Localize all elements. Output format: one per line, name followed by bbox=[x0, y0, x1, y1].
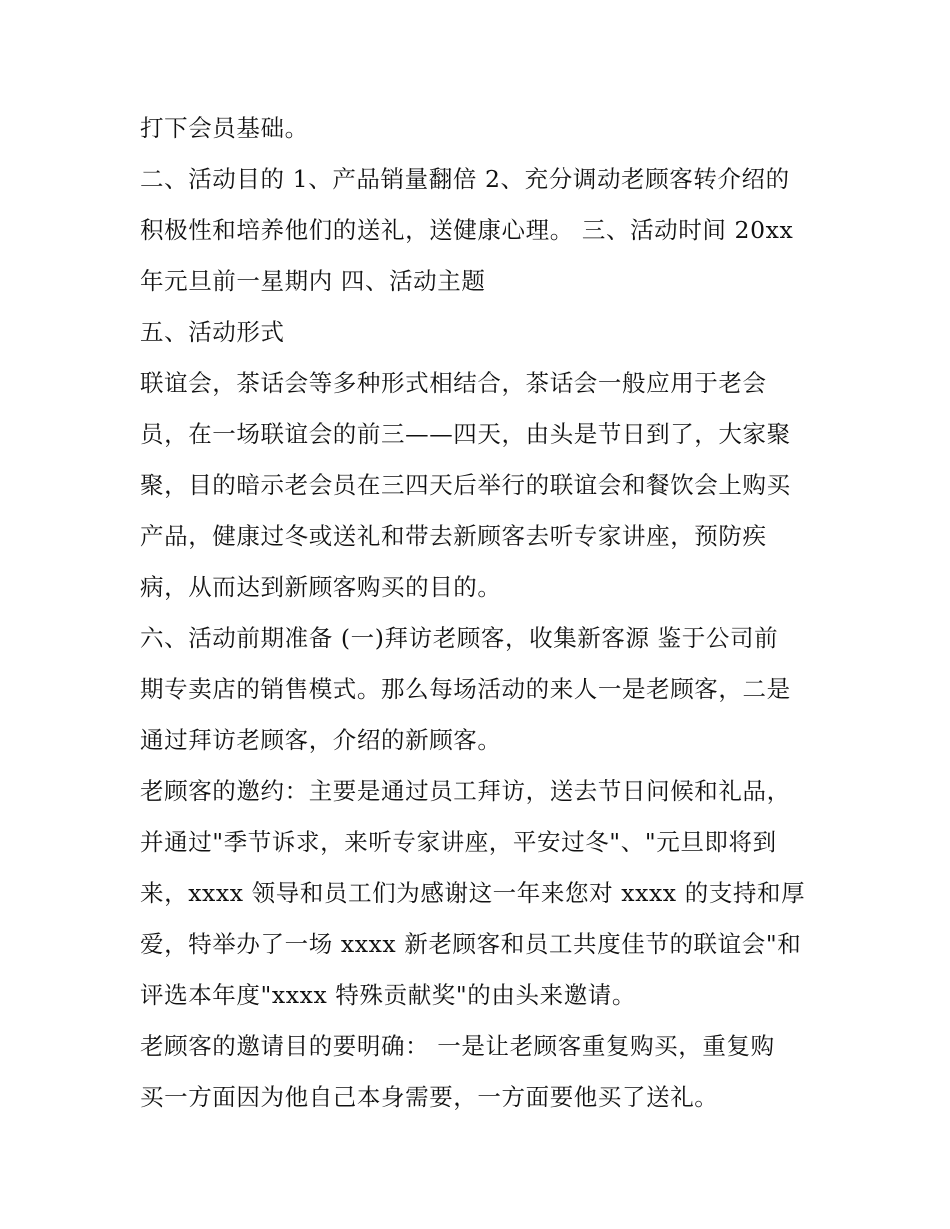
text-line: 打下会员基础。 bbox=[140, 114, 309, 142]
text-line: 通过拜访老顾客，介绍的新顾客。 bbox=[140, 726, 502, 754]
text-line: 聚，目的暗示老会员在三四天后举行的联谊会和餐饮会上购买 bbox=[140, 471, 791, 499]
text-line: 二、活动目的 1、产品销量翻倍 2、充分调动老顾客转介绍的 bbox=[140, 165, 790, 193]
text-line: 老顾客的邀请目的要明确： 一是让老顾客重复购买，重复购 bbox=[140, 1032, 775, 1060]
text-line: 来，xxxx 领导和员工们为感谢这一年来您对 xxxx 的支持和厚 bbox=[140, 879, 806, 907]
text-line: 病，从而达到新顾客购买的目的。 bbox=[140, 573, 502, 601]
text-line: 员，在一场联谊会的前三——四天，由头是节日到了，大家聚 bbox=[140, 420, 791, 448]
text-line: 买一方面因为他自己本身需要，一方面要他买了送礼。 bbox=[140, 1083, 719, 1111]
text-line: 期专卖店的销售模式。那么每场活动的来人一是老顾客，二是 bbox=[140, 675, 791, 703]
text-line: 联谊会，茶话会等多种形式相结合，茶话会一般应用于老会 bbox=[140, 369, 767, 397]
text-line: 爱，特举办了一场 xxxx 新老顾客和员工共度佳节的联谊会"和 bbox=[140, 930, 802, 958]
document-body bbox=[140, 103, 830, 1123]
text-line: 评选本年度"xxxx 特殊贡献奖"的由头来邀请。 bbox=[140, 981, 637, 1009]
text-line: 五、活动形式 bbox=[140, 318, 285, 346]
text-line: 积极性和培养他们的送礼，送健康心理。 三、活动时间 20xx bbox=[140, 216, 794, 244]
text-line: 六、活动前期准备 (一)拜访老顾客，收集新客源 鉴于公司前 bbox=[140, 624, 779, 652]
text-line: 老顾客的邀约：主要是通过员工拜访，送去节日问候和礼品， bbox=[140, 777, 791, 805]
text-line: 产品，健康过冬或送礼和带去新顾客去听专家讲座，预防疾 bbox=[140, 522, 767, 550]
text-line: 年元旦前一星期内 四、活动主题 bbox=[140, 267, 486, 295]
text-line: 并通过"季节诉求，来听专家讲座，平安过冬"、"元旦即将到 bbox=[140, 828, 777, 856]
